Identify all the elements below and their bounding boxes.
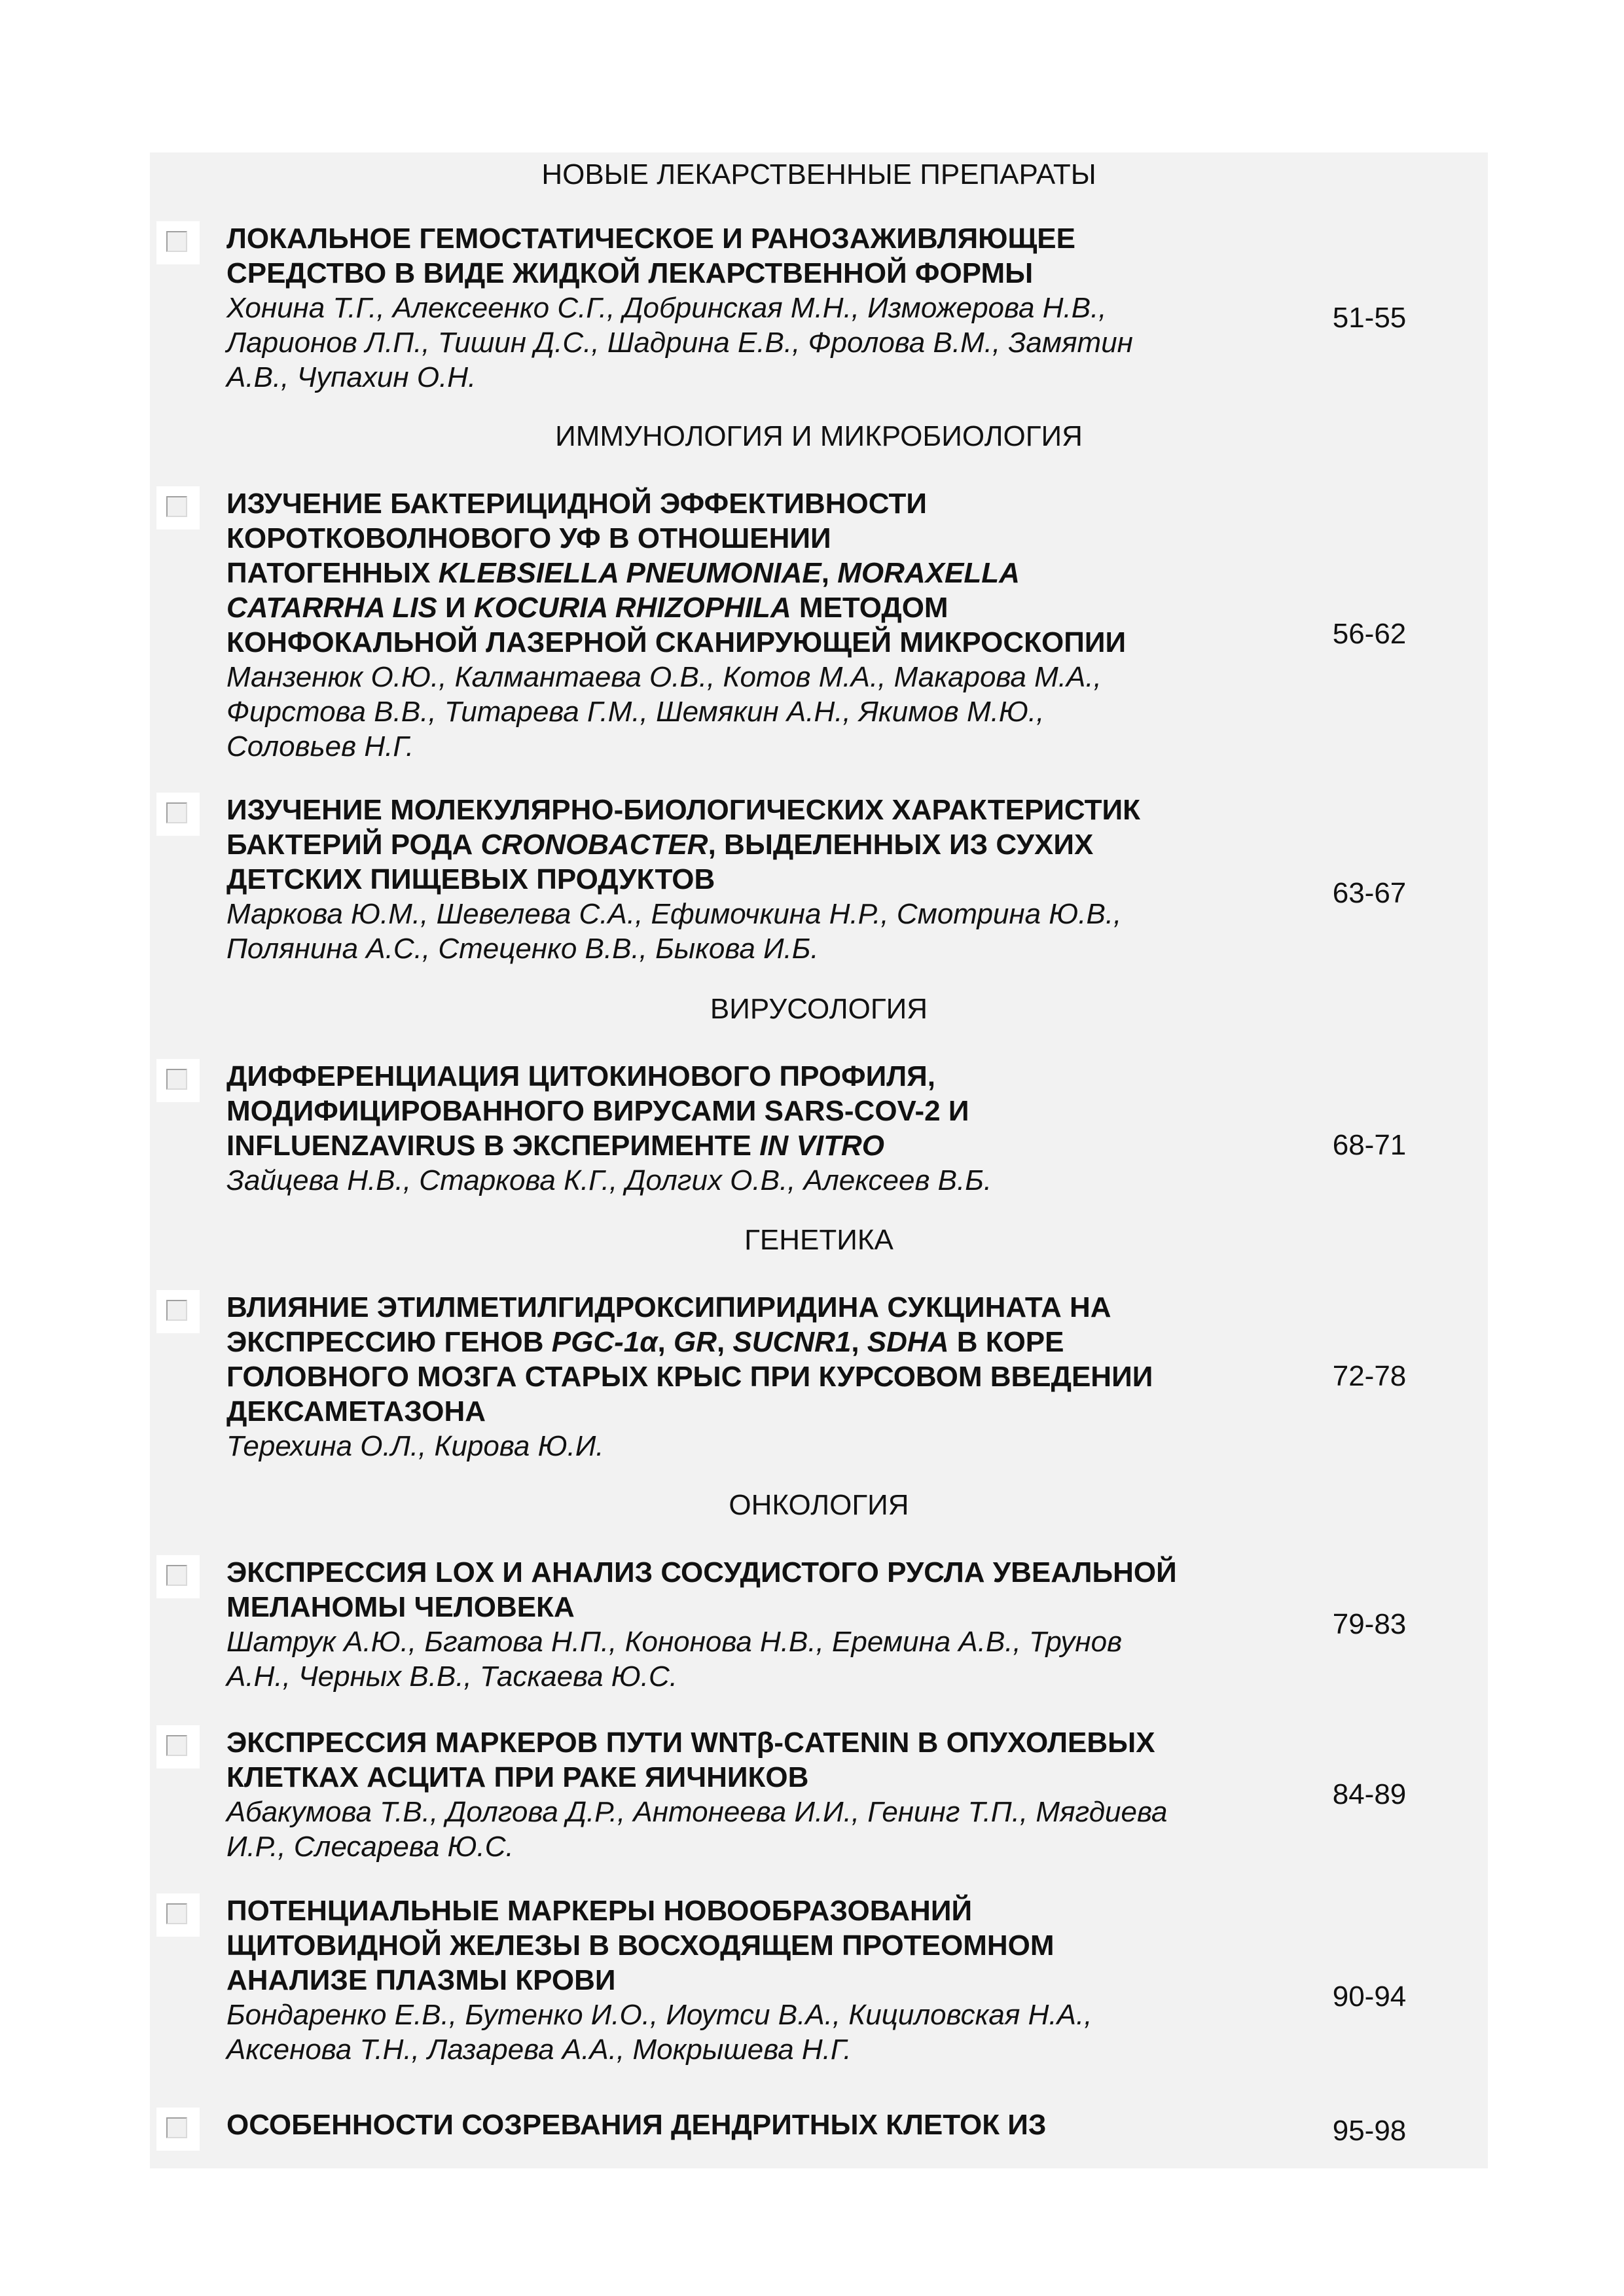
checkbox-icon [166,2117,187,2138]
authors-line: Полянина А.С., Стеценко В.В., Быкова И.Б. [226,933,819,965]
entry-checkbox[interactable] [156,793,200,836]
page-range: 72-78 [1332,1360,1407,1392]
title-line: КЛЕТКАХ АСЦИТА ПРИ РАКЕ ЯИЧНИКОВ [226,1761,809,1793]
title-line: ОСОБЕННОСТИ СОЗРЕВАНИЯ ДЕНДРИТНЫХ КЛЕТОК ИЗ [226,2109,1047,2141]
title-line: ВЛИЯНИЕ ЭТИЛМЕТИЛГИДРОКСИПИРИДИНА СУКЦИНАТА НА [226,1291,1111,1323]
article-authors [226,660,1405,764]
entry-checkbox[interactable] [156,1290,200,1333]
entry-checkbox[interactable] [156,1555,200,1598]
checkbox-icon [166,1903,187,1924]
page-range: 56-62 [1332,618,1407,650]
article-title [226,486,1405,660]
entry-checkbox[interactable] [156,1893,200,1937]
authors-line: Ларионов Л.П., Тишин Д.С., Шадрина Е.В., Фролова В.М., Замятин [226,327,1133,359]
page-range: 84-89 [1332,1778,1407,1810]
article-title [226,1059,1405,1163]
title-line: КОНФОКАЛЬНОЙ ЛАЗЕРНОЙ СКАНИРУЮЩЕЙ МИКРОСКОПИИ [226,626,1127,658]
article-title [226,221,1405,291]
article-title [226,1290,1405,1429]
checkbox-icon [166,1735,187,1756]
authors-line: Абакумова Т.В., Долгова Д.Р., Антонеева И.И., Генинг Т.П., Мягдиева [226,1796,1168,1828]
page-range: 68-71 [1332,1129,1407,1161]
article-authors [226,897,1405,966]
checkbox-icon [166,1300,187,1321]
page-range: 95-98 [1332,2115,1407,2147]
title-line: КОРОТКОВОЛНОВОГО УФ В ОТНОШЕНИИ [226,522,831,554]
authors-line: Манзенюк О.Ю., Калмантаева О.В., Котов М.А., Макарова М.А., [226,661,1102,693]
article-title [226,2108,1405,2142]
article-authors [226,291,1405,395]
title-line: ЛОКАЛЬНОЕ ГЕМОСТАТИЧЕСКОЕ И РАНОЗАЖИВЛЯЮЩЕЕ [226,223,1075,255]
authors-line: Аксенова Т.Н., Лазарева А.А., Мокрышева Н.Г. [226,2034,852,2066]
section-heading: НОВЫЕ ЛЕКАРСТВЕННЫЕ ПРЕПАРАТЫ [541,158,1096,190]
article-authors [226,1624,1405,1694]
page-range: 79-83 [1332,1608,1407,1640]
title-line: ИЗУЧЕНИЕ МОЛЕКУЛЯРНО-БИОЛОГИЧЕСКИХ ХАРАКТЕРИСТИК [226,794,1140,826]
title-line: ДЕТСКИХ ПИЩЕВЫХ ПРОДУКТОВ [226,863,715,895]
entry-checkbox[interactable] [156,1725,200,1768]
title-line: INFLUENZAVIRUS В ЭКСПЕРИМЕНТЕ IN VITRO [226,1130,884,1162]
title-line: ЭКСПРЕССИЮ ГЕНОВ PGC-1α, GR, SUCNR1, SDHA В КОРЕ [226,1326,1064,1358]
article-title [226,1893,1405,1998]
section-heading: ИММУНОЛОГИЯ И МИКРОБИОЛОГИЯ [555,420,1083,452]
title-line: АНАЛИЗЕ ПЛАЗМЫ КРОВИ [226,1964,616,1996]
article-title [226,1725,1405,1795]
title-line: ГОЛОВНОГО МОЗГА СТАРЫХ КРЫС ПРИ КУРСОВОМ ВВЕДЕНИИ [226,1361,1153,1393]
title-line: МЕЛАНОМЫ ЧЕЛОВЕКА [226,1591,575,1623]
checkbox-icon [166,1565,187,1586]
title-line: СРЕДСТВО В ВИДЕ ЖИДКОЙ ЛЕКАРСТВЕННОЙ ФОРМЫ [226,257,1034,289]
section-heading: ГЕНЕТИКА [744,1224,893,1256]
title-line: БАКТЕРИЙ РОДА CRONOBACTER, ВЫДЕЛЕННЫХ ИЗ СУХИХ [226,829,1094,861]
title-line: ПОТЕНЦИАЛЬНЫЕ МАРКЕРЫ НОВООБРАЗОВАНИЙ [226,1895,973,1927]
title-line: ЭКСПРЕССИЯ LOX И АНАЛИЗ СОСУДИСТОГО РУСЛА УВЕАЛЬНОЙ [226,1556,1177,1588]
authors-line: А.Н., Черных В.В., Таскаева Ю.С. [226,1660,678,1693]
article-authors [226,1998,1405,2067]
table-of-contents [150,152,1488,2168]
authors-line: И.Р., Слесарева Ю.С. [226,1831,514,1863]
title-line: ДИФФЕРЕНЦИАЦИЯ ЦИТОКИНОВОГО ПРОФИЛЯ, [226,1060,935,1092]
page-range: 63-67 [1332,877,1407,909]
title-line: ЩИТОВИДНОЙ ЖЕЛЕЗЫ В ВОСХОДЯЩЕМ ПРОТЕОМНОМ [226,1929,1055,1962]
article-title [226,793,1405,897]
authors-line: Маркова Ю.М., Шевелева С.А., Ефимочкина Н.Р., Смотрина Ю.В., [226,898,1122,930]
checkbox-icon [166,496,187,517]
checkbox-icon [166,231,187,252]
authors-line: Шатрук А.Ю., Бгатова Н.П., Кононова Н.В., Еремина А.В., Трунов [226,1626,1123,1658]
entry-checkbox[interactable] [156,486,200,529]
checkbox-icon [166,802,187,823]
authors-line: Соловьев Н.Г. [226,730,414,762]
title-line: ЭКСПРЕССИЯ МАРКЕРОВ ПУТИ WNTβ-CATENIN В ОПУХОЛЕВЫХ [226,1727,1155,1759]
entry-checkbox[interactable] [156,221,200,264]
title-line: МОДИФИЦИРОВАННОГО ВИРУСАМИ SARS-COV-2 И [226,1095,969,1127]
entry-checkbox[interactable] [156,1059,200,1102]
authors-line: Бондаренко Е.В., Бутенко И.О., Иоутси В.А., Кициловская Н.А., [226,1999,1092,2031]
authors-line: Фирстова В.В., Титарева Г.М., Шемякин А.Н., Якимов М.Ю., [226,696,1045,728]
authors-line: Зайцева Н.В., Старкова К.Г., Долгих О.В., Алексеев В.Б. [226,1164,992,1196]
article-authors [226,1163,1405,1198]
article-authors [226,1429,1405,1463]
title-line: CATARRHA LIS И KOCURIA RHIZOPHILA МЕТОДОМ [226,592,948,624]
article-authors [226,1795,1405,1864]
page-range: 51-55 [1332,302,1407,334]
title-line: ПАТОГЕННЫХ KLEBSIELLA PNEUMONIAE, MORAXELLA [226,557,1020,589]
authors-line: Хонина Т.Г., Алексеенко С.Г., Добринская М.Н., Изможерова Н.В., [226,292,1107,324]
article-title [226,1555,1405,1624]
entry-checkbox[interactable] [156,2108,200,2151]
checkbox-icon [166,1069,187,1090]
section-heading: ОНКОЛОГИЯ [729,1489,909,1521]
section-heading: ВИРУСОЛОГИЯ [710,993,928,1025]
page-range: 90-94 [1332,1981,1407,2013]
title-line: ДЕКСАМЕТАЗОНА [226,1395,486,1427]
authors-line: Терехина О.Л., Кирова Ю.И. [226,1430,604,1462]
title-line: ИЗУЧЕНИЕ БАКТЕРИЦИДНОЙ ЭФФЕКТИВНОСТИ [226,488,927,520]
authors-line: А.В., Чупахин О.Н. [226,361,477,393]
